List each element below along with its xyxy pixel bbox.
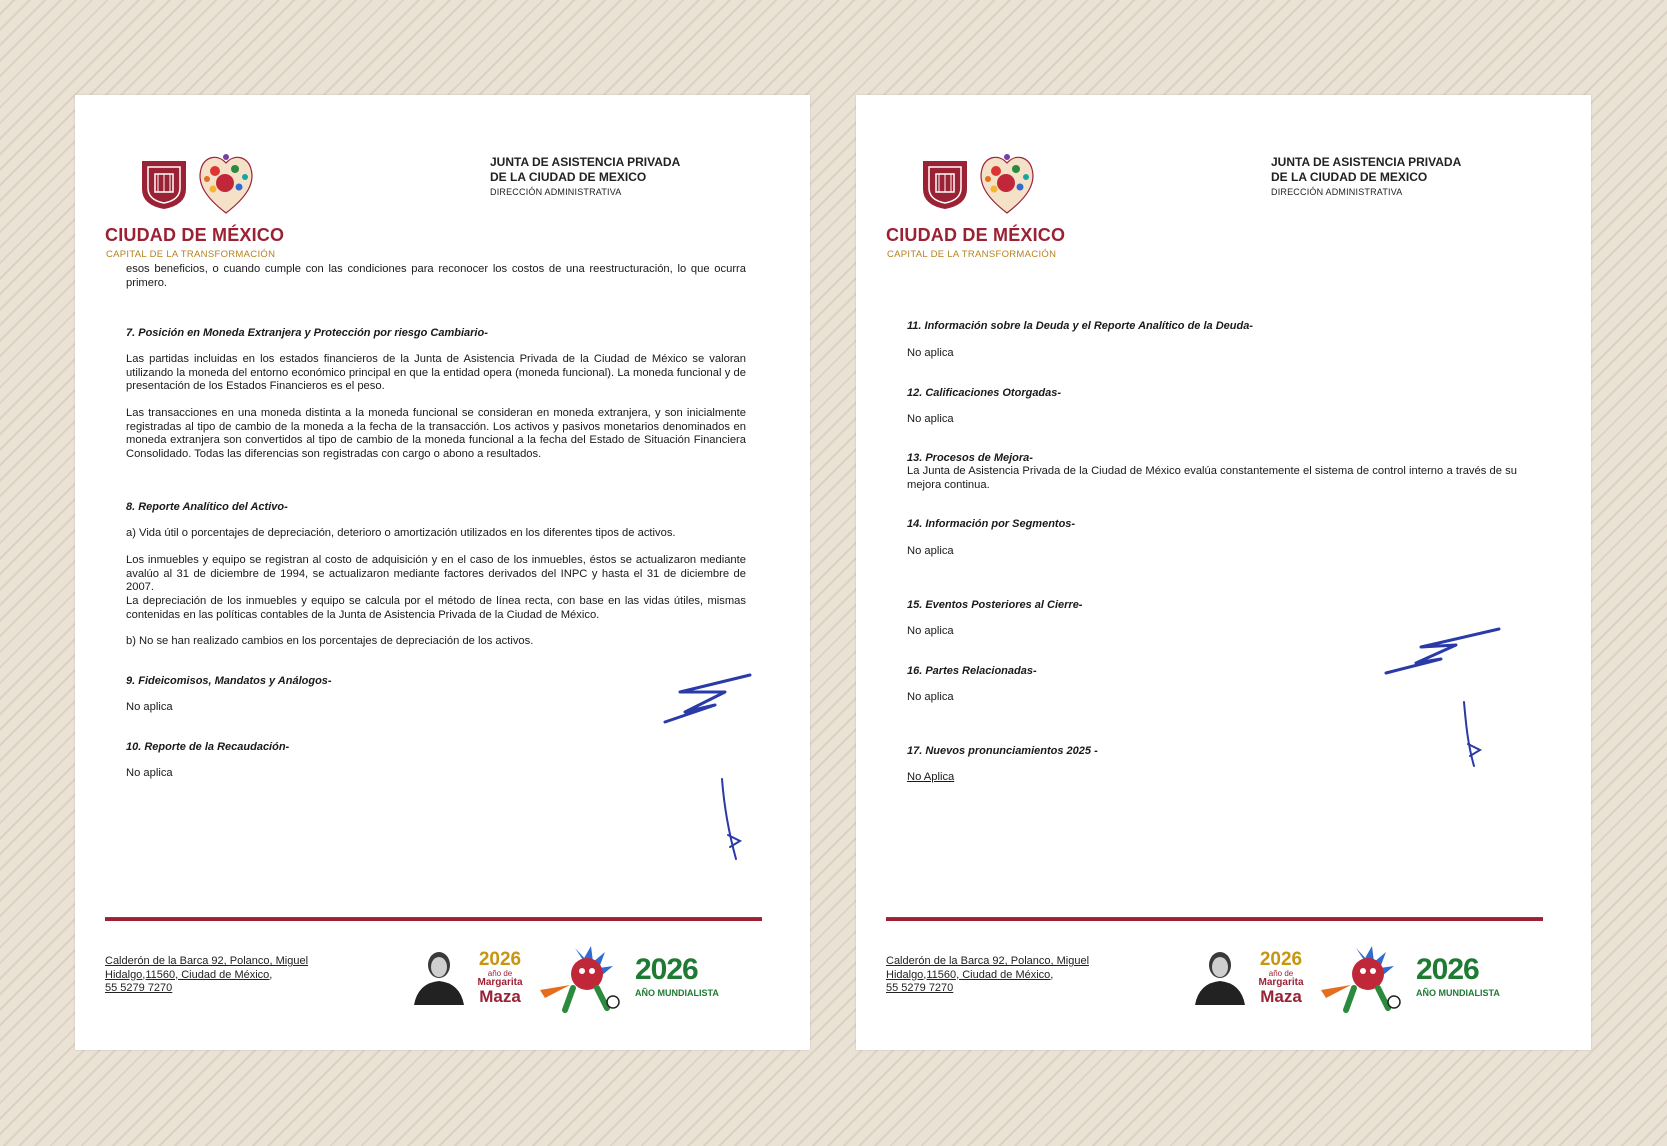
mm-name: Margarita bbox=[1258, 977, 1304, 988]
section-17-text: No Aplica bbox=[907, 771, 955, 783]
institution-name-line1: JUNTA DE ASISTENCIA PRIVADA bbox=[1271, 155, 1462, 169]
section-16-heading: 16. Partes Relacionadas- bbox=[907, 665, 1037, 677]
city-subtitle: CAPITAL DE LA TRANSFORMACIÓN bbox=[106, 249, 276, 260]
institution-block bbox=[1271, 155, 1461, 200]
section-8-paragraph-2: La depreciación de los inmuebles y equipo se calcula por el método de línea recta, con base en las vidas útiles, mismas contenidas en las políticas contables de la Junta de Asistencia Privada de la Ciudad de México. bbox=[126, 595, 746, 621]
initials-mark bbox=[710, 775, 750, 865]
section-13-heading: 13. Procesos de Mejora- bbox=[907, 452, 1033, 464]
margarita-maza-portrait-icon bbox=[1191, 947, 1249, 1005]
section-14-heading: 14. Información por Segmentos- bbox=[907, 518, 1076, 530]
mm-middle: año de bbox=[487, 969, 513, 978]
mm-surname: Maza bbox=[479, 987, 521, 1006]
institution-name-line2: DE LA CIUDAD DE MEXICO bbox=[490, 170, 647, 184]
world-cup-label: AÑO MUNDIALISTA bbox=[1416, 988, 1500, 998]
margarita-maza-logo bbox=[470, 950, 530, 1005]
section-9-heading: 9. Fideicomisos, Mandatos y Análogos- bbox=[126, 675, 332, 687]
mm-year: 2026 bbox=[478, 949, 522, 970]
footer-address bbox=[105, 955, 308, 996]
mm-name: Margarita bbox=[477, 977, 523, 988]
world-cup-label: AÑO MUNDIALISTA bbox=[635, 988, 719, 998]
city-subtitle: CAPITAL DE LA TRANSFORMACIÓN bbox=[887, 249, 1057, 260]
mascot-icon bbox=[1316, 940, 1411, 1015]
coat-of-arms-icon bbox=[921, 159, 969, 211]
address-line-1: Calderón de la Barca 92, Polanco, Miguel bbox=[105, 955, 309, 967]
world-cup-year: 2026 bbox=[635, 953, 698, 986]
mascot-icon bbox=[535, 940, 630, 1015]
heart-map-icon bbox=[195, 147, 257, 217]
institution-name-line2: DE LA CIUDAD DE MEXICO bbox=[1271, 170, 1428, 184]
section-10-heading: 10. Reporte de la Recaudación- bbox=[126, 741, 290, 753]
section-12-heading: 12. Calificaciones Otorgadas- bbox=[907, 387, 1062, 399]
document-page-right bbox=[856, 95, 1591, 1050]
mm-middle: año de bbox=[1268, 969, 1294, 978]
footer-divider bbox=[105, 917, 762, 921]
section-16-text: No aplica bbox=[907, 691, 954, 703]
section-8-item-a: a) Vida útil o porcentajes de depreciación, deterioro o amortización utilizados en los diferentes tipos de activos. bbox=[126, 527, 676, 539]
institution-department: DIRECCIÓN ADMINISTRATIVA bbox=[1271, 187, 1403, 197]
footer-divider bbox=[886, 917, 1543, 921]
section-13-text: La Junta de Asistencia Privada de la Ciudad de México evalúa constantemente el sistema de control interno a través de su mejora continua. bbox=[907, 465, 1517, 491]
coat-of-arms-icon bbox=[140, 159, 188, 211]
section-9-text: No aplica bbox=[126, 701, 173, 713]
city-name: CIUDAD DE MÉXICO bbox=[105, 225, 285, 245]
section-8-heading: 8. Reporte Analítico del Activo- bbox=[126, 501, 288, 513]
world-cup-year: 2026 bbox=[1416, 953, 1479, 986]
institution-block bbox=[490, 155, 680, 200]
section-11-heading: 11. Información sobre la Deuda y el Reporte Analítico de la Deuda- bbox=[907, 320, 1253, 332]
phone-number: 55 5279 7270 bbox=[886, 982, 954, 994]
city-name: CIUDAD DE MÉXICO bbox=[886, 225, 1066, 245]
margarita-maza-portrait-icon bbox=[410, 947, 468, 1005]
phone-number: 55 5279 7270 bbox=[105, 982, 173, 994]
document-page-left bbox=[75, 95, 810, 1050]
initials-mark bbox=[1456, 700, 1486, 770]
address-line-2: Hidalgo,11560, Ciudad de México, bbox=[105, 968, 273, 981]
section-12-text: No aplica bbox=[907, 413, 954, 425]
section-14-text: No aplica bbox=[907, 545, 954, 557]
margarita-maza-logo bbox=[1251, 950, 1311, 1005]
section-11-text: No aplica bbox=[907, 347, 954, 359]
address-line-2: Hidalgo,11560, Ciudad de México, bbox=[886, 968, 1054, 981]
section-7-heading: 7. Posición en Moneda Extranjera y Protección por riesgo Cambiario- bbox=[126, 327, 488, 339]
signature-scribble bbox=[655, 670, 765, 725]
address-line-1: Calderón de la Barca 92, Polanco, Miguel bbox=[886, 955, 1090, 967]
intro-paragraph: esos beneficios, o cuando cumple con las condiciones para reconocer los costos de una reestructuración, lo que ocurra primero. bbox=[126, 263, 746, 289]
heart-map-icon bbox=[976, 147, 1038, 217]
section-8-paragraph-1: Los inmuebles y equipo se registran al costo de adquisición y en el caso de los inmuebles, éstos se actualizaron mediante avalúo al 31 de diciembre de 1994, se actualizaron mediante factores derivados del INPC y hasta el 31 de diciembre de 2007. bbox=[126, 554, 746, 593]
footer-address bbox=[886, 955, 1089, 996]
section-10-text: No aplica bbox=[126, 767, 173, 779]
mm-year: 2026 bbox=[1259, 949, 1303, 970]
section-7-paragraph-2: Las transacciones en una moneda distinta a la moneda funcional se consideran en moneda extranjera, y son inicialmente registradas al tipo de cambio de la moneda a la fecha de la transacción. Los activos y pasivos monetarios denominados en moneda extranjera son convertidos al tipo de cambio de la moneda funcional a la fecha del Estado de Situación Financiera Consolidado. Todas las diferencias son registradas con cargo o abono a resultados. bbox=[126, 407, 746, 460]
section-8-item-b: b) No se han realizado cambios en los porcentajes de depreciación de los activos. bbox=[126, 635, 534, 647]
section-7-paragraph-1: Las partidas incluidas en los estados financieros de la Junta de Asistencia Privada de la Ciudad de México se valoran utilizando la moneda del entorno económico principal en que la entidad opera (moneda funcional). La moneda funcional y de presentación de los Estados Financieros es el peso. bbox=[126, 353, 746, 392]
section-17-heading: 17. Nuevos pronunciamientos 2025 - bbox=[907, 745, 1098, 757]
mm-surname: Maza bbox=[1260, 987, 1302, 1006]
institution-name-line1: JUNTA DE ASISTENCIA PRIVADA bbox=[490, 155, 681, 169]
institution-department: DIRECCIÓN ADMINISTRATIVA bbox=[490, 187, 622, 197]
section-15-text: No aplica bbox=[907, 625, 954, 637]
section-15-heading: 15. Eventos Posteriores al Cierre- bbox=[907, 599, 1083, 611]
signature-scribble bbox=[1381, 625, 1506, 675]
